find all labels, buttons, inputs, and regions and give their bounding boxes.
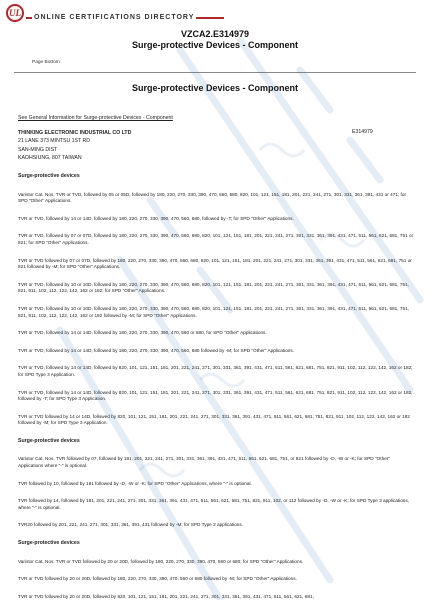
address-line-3: KAOHSIUNG, 807 TAIWAN <box>18 155 82 162</box>
page-title: Surge-protective Devices - Component <box>131 40 299 50</box>
directory-header <box>0 0 430 27</box>
divider <box>14 72 416 73</box>
listing-entry: Varistor Cat. Nos. TVR followed by 07, followed by 181, 201, 221, 241, 271, 301, 331, 361, 391, 431, 471, 511, 561, 621, 681, 751, or 821 followed by -D, -W or -K; for SPD "Other" Applications where "-" is optional. <box>18 456 391 469</box>
listing-entry: TVR or TVD, followed by 10 or 10D, followed by 180, 220, 270, 330, 390, 470, 560, 680, 820, 101, 121, 151, 181, 201, 221, 241, 271, 301, 331, 361, 391, 431, 471, 511, 561, 621, 681, 751, 821, 911, 102, 112, 122, 142, 162 or 182; for SPD "Other" Applications. <box>18 281 410 294</box>
section-title: Surge-protective Devices - Component <box>131 83 299 93</box>
listing-entry: Varistor Cat. Nos. TVR or TVD followed by 20 or 20D, followed by 180, 220, 270, 330, 390, 470, 560 or 680; for SPD "Other" Applications. <box>18 558 304 564</box>
listing-entry: TVR or TVD followed by 07 or 07D, followed by 180, 220, 270, 330, 390, 470, 560, 680, 820, 101, 121, 151, 181, 201, 221, 241, 271, 301, 331, 361, 391, 431, 471, 511, 561, 621, 681, 751 or 821 followed by -M; for SPD "Other" Applications. <box>18 257 412 270</box>
general-info-link[interactable]: See General Information for Surge-protective Devices - Component <box>18 115 173 121</box>
listing-entry: TVR or TVD, followed by 14 or 14D, followed by 820, 101, 121, 151, 181, 201, 221, 241, 271, 301, 331, 361, 391, 431, 471, 511, 561, 621, 681, 751, 821, 911, 102, 112, 122, 142, 162 or 182, followed by -T; for SPD Type 3 Application. <box>18 389 413 402</box>
listing-entry: TVR or TVD followed by 20 or 20D, followed by 820, 101, 121, 151, 181, 201, 221, 241, 271, 301, 331, 361, 391, 431, 471, 511, 561, 621, 681, <box>18 593 314 599</box>
company-name: THINKING ELECTRONIC INDUSTRIAL CO LTD <box>18 130 132 136</box>
listing-entry: TVR or TVD followed by 14 or 14D, followed by 820, 101, 121, 151, 181, 201, 221, 241, 271, 301, 331, 361, 391, 431, 471, 511, 561, 621, 681, 751, 821, 911, 102, 112, 122, 142, 162 or 182 followed by -M; for SPD Type 3 Application. <box>18 413 410 426</box>
file-number: E314979 <box>352 129 373 135</box>
listing-entry: TVR followed by 14, followed by 181, 201, 221, 241, 271, 301, 331, 361, 391, 431, 471, 511, 561, 621, 681, 751, 821, 911, 102, or 112 followed by -D, -W or -K; for SPD Type 3 applications, where "-" is optional. <box>18 498 410 510</box>
listing-heading: Surge-protective devices <box>18 540 80 547</box>
ul-logo[interactable] <box>6 4 24 22</box>
listing-entry: TVR20 followed by 201, 221, 241, 271, 301, 331, 361, 391, 431 followed by -M; for SPD Type 2 applications. <box>18 522 244 528</box>
listing-entry: TVR or TVD, followed by 10 or 10D, followed by 180, 220, 270, 330, 390, 470, 560, 680, 820, 101, 121, 151, 181, 201, 221, 241, 271, 301, 331, 361, 391, 431, 471, 511, 561, 621, 681, 751, 821, 911, 102, 112, 122, 142, 162 or 182 followed by -M; for SPD "Other" Applications. <box>18 305 410 318</box>
company-address-block <box>18 129 131 163</box>
listing-entry: TVR or TVD, followed by 14 or 14D, followed by 180, 220, 270, 330, 390, 470, 560 or 680, for SPD "Other" Applications. <box>18 330 267 336</box>
listing-entry: TVR or TVD, followed by 07 or 07D, followed by 180, 220, 270, 330, 390, 470, 560, 680, 820, 101, 121, 151, 181, 201, 221, 241, 271, 301, 331, 361, 391, 431, 471, 511, 561, 621, 681, 751 or 821; for SPD "Other" Applications. <box>18 233 414 245</box>
ul-logo-text: UL <box>9 7 21 18</box>
listing-entry: TVR or TVD, followed by 14 or 14D, followed by 180, 220, 270, 330, 390, 470, 560, 680, followed by -T; for SPD "Other" Applications. <box>18 215 294 221</box>
listing-entry: Varistor Cat. Nos. TVR or TVD, followed by 05 or 05D, followed by 180, 220, 270, 330, 390, 470, 560, 680, 820, 101, 121, 151, 181, 201, 221, 241, 271, 301, 331, 361, 391, 431 or 471; for SPD "Other" Applications. <box>18 191 407 204</box>
address-line-2: SAN-MING DIST <box>18 146 58 153</box>
listing-heading: Surge-protective devices <box>18 173 80 179</box>
listing-entry: TVR followed by 10, followed by 181 followed by -D, -W or -K; for SPD "Other" Applications, where "-" is optional. <box>18 480 252 486</box>
listing-entry: TVR or TVD, followed by 14 or 14D, followed by 820, 101, 121, 151, 181, 201, 221, 241, 271, 301, 331, 361, 391, 431, 471, 511, 561, 621, 681, 751, 821, 911, 102, 112, 122, 142, 162 or 182; for SPD Type 3 Application. <box>18 365 413 377</box>
address-line-1: 21 LANE 373 MINTSU 1ST RD <box>18 138 90 145</box>
listing-entry: TVR or TVD followed by 20 or 20D, followed by 180, 220, 270, 330, 390, 470, 560 or 680 followed by -M; for SPD "Other" Applications. <box>18 576 297 582</box>
directory-title: ONLINE CERTIFICATIONS DIRECTORY <box>34 14 195 21</box>
listing-content <box>18 173 416 600</box>
listing-heading: Surge-protective devices <box>18 437 80 444</box>
page-bottom-link[interactable]: Page Bottom <box>32 60 60 65</box>
listing-entry: TVR or TVD, followed by 14 or 14D, followed by 180, 220, 270, 330, 390, 470, 560, 680 followed by -M; for SPD "Other" Applications. <box>18 347 295 353</box>
category-code: VZCA2.E314979 <box>180 29 250 39</box>
